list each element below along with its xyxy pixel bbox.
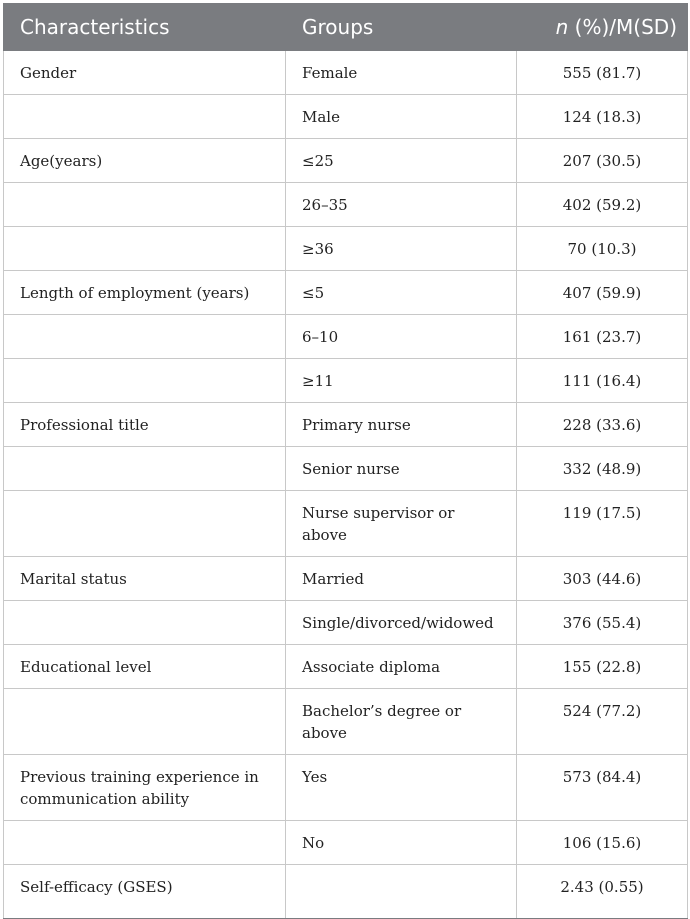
value-cell: 524 (77.2) <box>517 689 688 755</box>
table-row <box>4 645 688 689</box>
value-cell: 402 (59.2) <box>517 183 688 227</box>
table-row <box>4 315 688 359</box>
characteristic-cell <box>4 183 286 227</box>
value-cell: 70 (10.3) <box>517 227 688 271</box>
characteristic-cell <box>4 315 286 359</box>
group-cell: Female <box>286 51 517 95</box>
header-groups: Groups <box>286 4 517 51</box>
characteristic-cell <box>4 359 286 403</box>
group-cell <box>286 865 517 919</box>
table-row <box>4 227 688 271</box>
group-cell: ≤25 <box>286 139 517 183</box>
characteristic-cell: Length of employment (years) <box>4 271 286 315</box>
table-row <box>4 557 688 601</box>
table-header <box>4 4 688 51</box>
characteristic-cell: Gender <box>4 51 286 95</box>
header-n-symbol: n <box>555 15 569 39</box>
table-row <box>4 95 688 139</box>
characteristics-table <box>3 3 688 919</box>
characteristic-cell: Educational level <box>4 645 286 689</box>
characteristic-cell <box>4 491 286 557</box>
table-row <box>4 51 688 95</box>
group-cell: Yes <box>286 755 517 821</box>
group-cell: 6–10 <box>286 315 517 359</box>
characteristic-cell: Self-efficacy (GSES) <box>4 865 286 919</box>
group-cell: 26–35 <box>286 183 517 227</box>
group-cell: No <box>286 821 517 865</box>
characteristic-cell: Age(years) <box>4 139 286 183</box>
group-cell: Primary nurse <box>286 403 517 447</box>
value-cell: 106 (15.6) <box>517 821 688 865</box>
group-cell: ≥11 <box>286 359 517 403</box>
value-cell: 2.43 (0.55) <box>517 865 688 919</box>
group-cell: Male <box>286 95 517 139</box>
characteristic-cell <box>4 821 286 865</box>
value-cell: 155 (22.8) <box>517 645 688 689</box>
value-cell: 573 (84.4) <box>517 755 688 821</box>
table-row <box>4 359 688 403</box>
characteristic-cell: Previous training experience in communication ability <box>4 755 286 821</box>
table-row <box>4 183 688 227</box>
table-row <box>4 491 688 557</box>
characteristic-cell: Marital status <box>4 557 286 601</box>
value-cell: 332 (48.9) <box>517 447 688 491</box>
characteristic-cell <box>4 447 286 491</box>
value-cell: 228 (33.6) <box>517 403 688 447</box>
value-cell: 555 (81.7) <box>517 51 688 95</box>
header-n-percent-msd <box>517 4 688 51</box>
table-row <box>4 139 688 183</box>
table-row <box>4 689 688 755</box>
table-row <box>4 447 688 491</box>
characteristic-cell <box>4 227 286 271</box>
table-row <box>4 821 688 865</box>
characteristic-cell <box>4 95 286 139</box>
value-cell: 161 (23.7) <box>517 315 688 359</box>
group-cell: Bachelor’s degree or above <box>286 689 517 755</box>
group-cell: ≤5 <box>286 271 517 315</box>
value-cell: 111 (16.4) <box>517 359 688 403</box>
header-percent-msd: (%)/M(SD) <box>568 15 677 39</box>
value-cell: 124 (18.3) <box>517 95 688 139</box>
characteristic-cell <box>4 601 286 645</box>
group-cell: Senior nurse <box>286 447 517 491</box>
table-row <box>4 601 688 645</box>
table-body <box>4 51 688 919</box>
group-cell: Married <box>286 557 517 601</box>
group-cell: ≥36 <box>286 227 517 271</box>
table-row <box>4 865 688 919</box>
value-cell: 376 (55.4) <box>517 601 688 645</box>
group-cell: Associate diploma <box>286 645 517 689</box>
header-characteristics: Characteristics <box>4 4 286 51</box>
characteristic-cell: Professional title <box>4 403 286 447</box>
header-row <box>4 4 688 51</box>
group-cell: Single/divorced/widowed <box>286 601 517 645</box>
value-cell: 207 (30.5) <box>517 139 688 183</box>
group-cell: Nurse supervisor or above <box>286 491 517 557</box>
table-row <box>4 755 688 821</box>
table-row <box>4 271 688 315</box>
value-cell: 119 (17.5) <box>517 491 688 557</box>
characteristic-cell <box>4 689 286 755</box>
table-row <box>4 403 688 447</box>
value-cell: 407 (59.9) <box>517 271 688 315</box>
value-cell: 303 (44.6) <box>517 557 688 601</box>
